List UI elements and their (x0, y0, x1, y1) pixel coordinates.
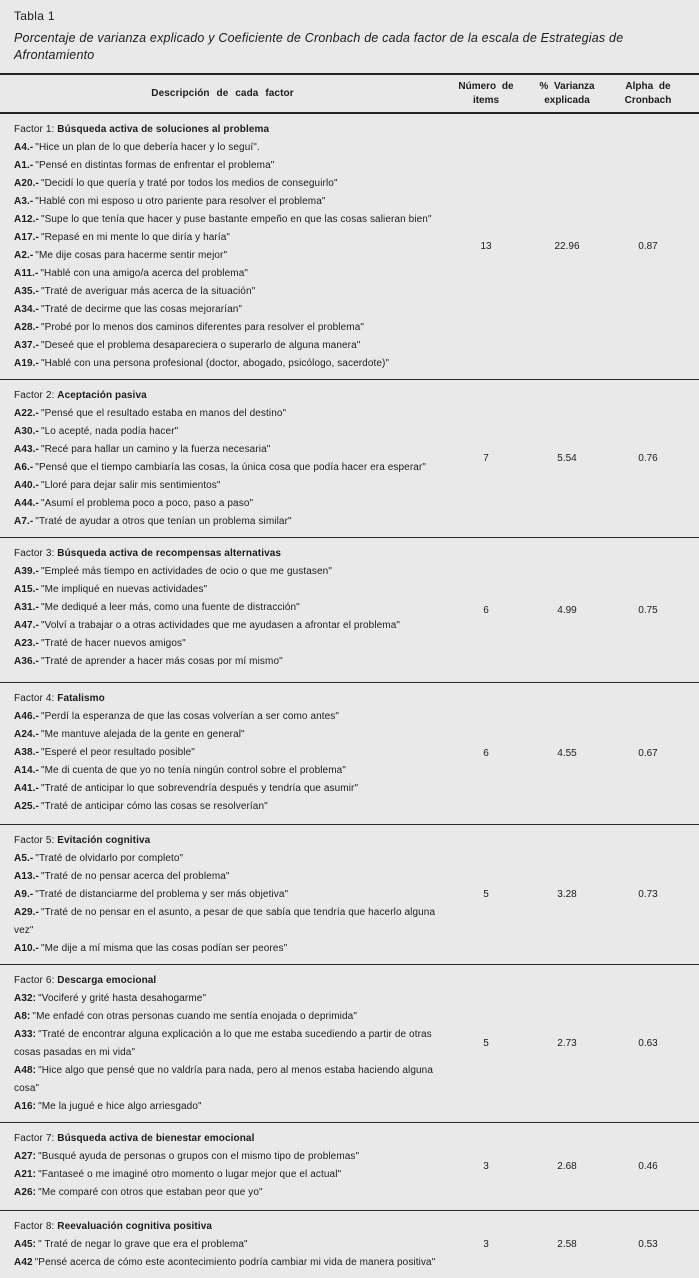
factor-name: Descarga emocional (57, 975, 157, 986)
item-text: "Traté de encontrar alguna explicación a lo que me estaba sucediendo a partir de otras cosas pasadas en mi vida" (14, 1029, 432, 1058)
factor-name: Fatalismo (57, 693, 105, 704)
item-line (14, 441, 439, 459)
item-text: "Vociferé y grité hasta desahogarme" (38, 993, 207, 1004)
item-text: "Traté de aprender a hacer más cosas por mí mismo" (40, 656, 283, 667)
factor-name: Reevaluación cognitiva positiva (57, 1221, 213, 1232)
column-header-description: Descripción de cada factor (151, 88, 294, 99)
factor-name: Búsqueda activa de recompensas alternativas (57, 548, 282, 559)
item-line (14, 211, 439, 229)
item-code: A33: (14, 1029, 37, 1040)
factor-name: Aceptación pasiva (57, 390, 147, 401)
n-items-value: 6 (483, 604, 489, 616)
n-items-value: 3 (483, 1239, 489, 1250)
alpha-value: 0.63 (638, 1038, 658, 1049)
item-line (14, 157, 439, 175)
factor-label: Factor 6: (14, 975, 55, 986)
item-code: A45: (14, 1239, 37, 1250)
variance-value: 2.68 (557, 1161, 577, 1172)
item-text: "Lo acepté, nada podía hacer" (40, 426, 179, 437)
factor-items (14, 708, 439, 816)
item-text: "Hablé con una persona profesional (doctor, abogado, psicólogo, sacerdote)" (40, 358, 390, 369)
item-line (14, 1254, 439, 1272)
item-code: A2.- (14, 250, 34, 261)
item-code: A15.- (14, 584, 39, 595)
item-text: "Volví a trabajar o a otras actividades que me ayudasen a afrontar el problema" (40, 620, 401, 631)
item-text: "Hice un plan de lo que debería hacer y lo seguí". (35, 142, 260, 153)
item-code: A32: (14, 993, 37, 1004)
item-line (14, 886, 439, 904)
item-text: "Pensé acerca de cómo este acontecimiento podría cambiar mi vida de manera positiva" (34, 1257, 436, 1268)
table-caption (0, 0, 699, 73)
factor-section (0, 538, 699, 683)
item-code: A42 (14, 1257, 33, 1268)
item-text: "Empleé más tiempo en actividades de ocio o que me gustasen" (40, 566, 332, 577)
factor-description (0, 683, 445, 824)
item-line (14, 193, 439, 211)
column-header-n-items: Número de items (458, 80, 514, 106)
item-line (14, 1062, 439, 1098)
factor-section (0, 380, 699, 538)
column-header-alpha: Alpha de Cronbach (624, 80, 672, 106)
item-code: A43.- (14, 444, 39, 455)
factor-description (0, 114, 445, 379)
item-line (14, 229, 439, 247)
item-code: A6.- (14, 462, 34, 473)
item-text: "Me impliqué en nuevas actividades" (40, 584, 208, 595)
item-line (14, 139, 439, 157)
item-code: A11.- (14, 268, 39, 279)
item-code: A14.- (14, 765, 39, 776)
item-code: A5.- (14, 853, 34, 864)
item-line (14, 653, 439, 671)
item-code: A4.- (14, 142, 34, 153)
item-line (14, 798, 439, 816)
factor-section (0, 1123, 699, 1211)
factor-section (0, 965, 699, 1123)
item-code: A47.- (14, 620, 39, 631)
factor-heading (14, 387, 439, 405)
table-body (0, 114, 699, 1278)
item-line (14, 1026, 439, 1062)
factor-description (0, 825, 445, 964)
item-text: "Traté de hacer nuevos amigos" (40, 638, 186, 649)
item-code: A19.- (14, 358, 39, 369)
item-text: "Probé por lo menos dos caminos diferentes para resolver el problema" (40, 322, 364, 333)
item-text: "Me dije a mí misma que las cosas podían ser peores" (40, 943, 288, 954)
factor-label: Factor 5: (14, 835, 55, 846)
item-line (14, 1236, 439, 1254)
item-line (14, 477, 439, 495)
factor-heading (14, 121, 439, 139)
item-text: "Hablé con una amigo/a acerca del problema" (40, 268, 249, 279)
item-text: "Traté de olvidarlo por completo" (35, 853, 184, 864)
variance-value: 2.58 (557, 1239, 577, 1250)
item-line (14, 405, 439, 423)
item-text: "Hablé con mi esposo u otro pariente para resolver el problema" (35, 196, 326, 207)
factor-label: Factor 1: (14, 124, 55, 135)
item-line (14, 617, 439, 635)
factor-description (0, 1123, 445, 1210)
item-code: A30.- (14, 426, 39, 437)
n-items-value: 5 (483, 1038, 489, 1049)
item-line (14, 247, 439, 265)
item-text: "Me mantuve alejada de la gente en general" (40, 729, 245, 740)
alpha-value: 0.76 (638, 453, 658, 464)
factor-label: Factor 7: (14, 1133, 55, 1144)
item-text: "Me dije cosas para hacerme sentir mejor" (35, 250, 228, 261)
factor-name: Búsqueda activa de soluciones al problema (57, 124, 270, 135)
item-text: "Me la jugué e hice algo arriesgado" (38, 1101, 202, 1112)
item-text: "Me dediqué a leer más, como una fuente de distracción" (40, 602, 300, 613)
factor-items (14, 850, 439, 958)
item-line (14, 423, 439, 441)
table-label: Tabla 1 (14, 9, 55, 23)
item-line (14, 1148, 439, 1166)
item-line (14, 355, 439, 373)
variance-value: 4.55 (557, 748, 577, 759)
item-code: A12.- (14, 214, 39, 225)
item-line (14, 904, 439, 940)
factor-description (0, 1211, 445, 1278)
variance-value: 5.54 (557, 453, 577, 464)
n-items-value: 6 (483, 748, 489, 759)
alpha-value: 0.53 (638, 1239, 658, 1250)
factor-heading (14, 972, 439, 990)
item-text: "Asumí el problema poco a poco, paso a paso" (40, 498, 254, 509)
item-code: A3.- (14, 196, 34, 207)
item-code: A22.- (14, 408, 39, 419)
item-code: A37.- (14, 340, 39, 351)
factor-label: Factor 3: (14, 548, 55, 559)
factor-heading (14, 1130, 439, 1148)
item-code: A36.- (14, 656, 39, 667)
item-text: "Esperé el peor resultado posible" (40, 747, 195, 758)
item-line (14, 868, 439, 886)
item-code: A24.- (14, 729, 39, 740)
item-line (14, 940, 439, 958)
item-line (14, 513, 439, 531)
item-line (14, 265, 439, 283)
item-code: A28.- (14, 322, 39, 333)
item-code: A1.- (14, 160, 34, 171)
n-items-value: 13 (480, 241, 492, 252)
item-text: "Traté de anticipar lo que sobrevendría después y tendría que asumir" (40, 783, 359, 794)
factor-items (14, 1236, 439, 1272)
alpha-value: 0.87 (638, 241, 658, 252)
item-line (14, 495, 439, 513)
item-line (14, 283, 439, 301)
item-line (14, 708, 439, 726)
factor-items (14, 405, 439, 531)
item-text: "Me di cuenta de que yo no tenía ningún control sobre el problema" (40, 765, 346, 776)
n-items-value: 7 (483, 453, 489, 464)
item-line (14, 780, 439, 798)
item-line (14, 459, 439, 477)
item-code: A27: (14, 1151, 37, 1162)
factor-items (14, 139, 439, 373)
item-code: A31.- (14, 602, 39, 613)
factor-label: Factor 2: (14, 390, 55, 401)
item-line (14, 563, 439, 581)
item-line (14, 635, 439, 653)
n-items-value: 5 (483, 889, 489, 900)
item-text: "Traté de ayudar a otros que tenían un problema similar" (35, 516, 292, 527)
item-line (14, 337, 439, 355)
item-text: "Supe lo que tenía que hacer y puse bastante empeño en que las cosas salieran bien" (40, 214, 432, 225)
item-line (14, 1008, 439, 1026)
item-text: "Me comparé con otros que estaban peor que yo" (38, 1187, 263, 1198)
table-header-row (0, 73, 699, 114)
factor-section (0, 1211, 699, 1278)
item-text: "Pensé que el tiempo cambiaría las cosas, la única cosa que podía hacer era esperar" (35, 462, 427, 473)
table-title: Porcentaje de varianza explicado y Coeficiente de Cronbach de cada factor de la escala de Estrategias de Afrontamiento (14, 31, 624, 62)
item-line (14, 581, 439, 599)
item-text: "Traté de averiguar más acerca de la situación" (40, 286, 256, 297)
item-line (14, 301, 439, 319)
item-text: "Traté de anticipar cómo las cosas se resolverían" (40, 801, 268, 812)
alpha-value: 0.75 (638, 604, 658, 616)
alpha-value: 0.67 (638, 748, 658, 759)
factor-description (0, 965, 445, 1122)
factor-label: Factor 4: (14, 693, 55, 704)
item-text: "Fantaseé o me imaginé otro momento o lugar mejor que el actual" (38, 1169, 342, 1180)
item-code: A40.- (14, 480, 39, 491)
item-text: "Lloré para dejar salir mis sentimientos" (40, 480, 221, 491)
item-line (14, 850, 439, 868)
item-code: A21: (14, 1169, 37, 1180)
item-line (14, 726, 439, 744)
item-text: "Traté de no pensar acerca del problema" (40, 871, 230, 882)
item-code: A20.- (14, 178, 39, 189)
item-code: A10.- (14, 943, 39, 954)
item-line (14, 990, 439, 1008)
item-code: A7.- (14, 516, 34, 527)
item-code: A44.- (14, 498, 39, 509)
item-code: A13.- (14, 871, 39, 882)
alpha-value: 0.73 (638, 889, 658, 900)
factor-name: Búsqueda activa de bienestar emocional (57, 1133, 255, 1144)
n-items-value: 3 (483, 1161, 489, 1172)
item-text: "Pensé en distintas formas de enfrentar el problema" (35, 160, 275, 171)
item-text: "Traté de no pensar en el asunto, a pesar de que sabía que tendría que hacerlo alguna vez" (14, 907, 436, 936)
variance-value: 22.96 (554, 241, 580, 252)
item-code: A38.- (14, 747, 39, 758)
item-code: A48: (14, 1065, 37, 1076)
item-text: "Hice algo que pensé que no valdría para nada, pero al menos estaba haciendo alguna cosa" (14, 1065, 433, 1094)
factor-section (0, 825, 699, 965)
item-code: A34.- (14, 304, 39, 315)
item-text: "Traté de distanciarme del problema y ser más objetiva" (35, 889, 289, 900)
item-line (14, 599, 439, 617)
factor-section (0, 114, 699, 380)
item-line (14, 319, 439, 337)
item-text: "Recé para hallar un camino y la fuerza necesaria" (40, 444, 271, 455)
item-code: A35.- (14, 286, 39, 297)
factor-heading (14, 690, 439, 708)
factor-name: Evitación cognitiva (57, 835, 151, 846)
factor-items (14, 990, 439, 1116)
item-text: "Me enfadé con otras personas cuando me sentía enojada o deprimida" (32, 1011, 357, 1022)
variance-value: 3.28 (557, 889, 577, 900)
factor-description (0, 538, 445, 682)
factor-heading (14, 832, 439, 850)
item-text: "Decidí lo que quería y traté por todos los medios de conseguirlo" (40, 178, 338, 189)
item-text: "Repasé en mi mente lo que diría y haría" (40, 232, 231, 243)
item-text: " Traté de negar lo grave que era el problema" (38, 1239, 248, 1250)
factor-heading (14, 1218, 439, 1236)
item-code: A23.- (14, 638, 39, 649)
item-line (14, 1166, 439, 1184)
item-code: A16: (14, 1101, 37, 1112)
item-code: A39.- (14, 566, 39, 577)
item-line (14, 762, 439, 780)
factor-label: Factor 8: (14, 1221, 55, 1232)
item-text: "Pensé que el resultado estaba en manos del destino" (40, 408, 287, 419)
item-code: A46.- (14, 711, 39, 722)
item-line (14, 1184, 439, 1202)
item-text: "Traté de decirme que las cosas mejorarían" (40, 304, 243, 315)
variance-value: 2.73 (557, 1038, 577, 1049)
column-header-variance: % Varianza explicada (539, 80, 595, 106)
item-line (14, 744, 439, 762)
item-code: A25.- (14, 801, 39, 812)
item-text: "Busqué ayuda de personas o grupos con el mismo tipo de problemas" (38, 1151, 360, 1162)
factor-description (0, 380, 445, 537)
item-code: A8: (14, 1011, 31, 1022)
item-code: A29.- (14, 907, 39, 918)
item-code: A17.- (14, 232, 39, 243)
item-code: A9.- (14, 889, 34, 900)
item-code: A26: (14, 1187, 37, 1198)
factor-items (14, 1148, 439, 1202)
item-code: A41.- (14, 783, 39, 794)
alpha-value: 0.46 (638, 1161, 658, 1172)
factor-heading (14, 545, 439, 563)
factor-items (14, 563, 439, 671)
item-text: "Perdí la esperanza de que las cosas volverían a ser como antes" (40, 711, 340, 722)
variance-value: 4.99 (557, 604, 577, 616)
item-text: "Deseé que el problema desapareciera o superarlo de alguna manera" (40, 340, 361, 351)
item-line (14, 1098, 439, 1116)
factor-section (0, 683, 699, 825)
item-line (14, 175, 439, 193)
